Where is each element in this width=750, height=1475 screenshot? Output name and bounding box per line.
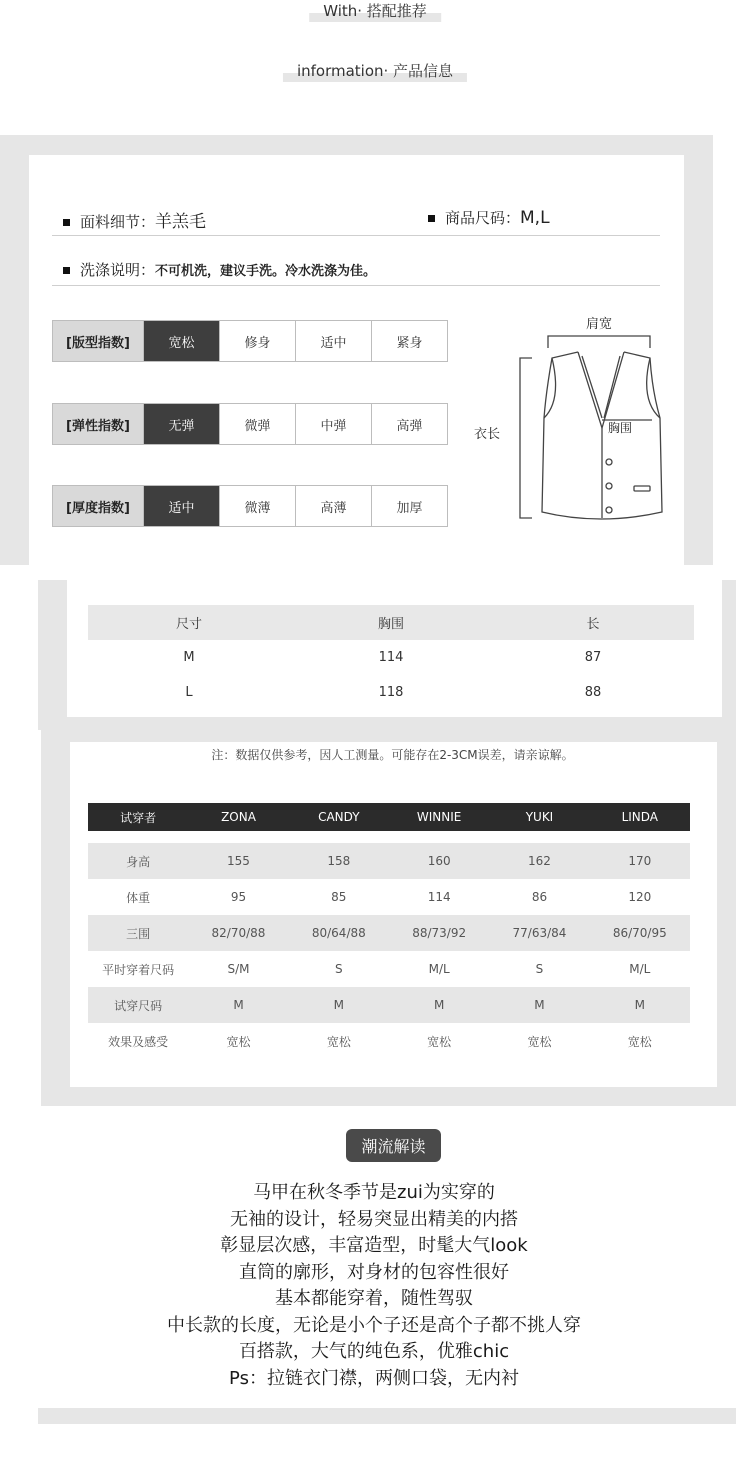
section-header-information: information· 产品信息 bbox=[297, 60, 453, 81]
tryon-table-header: 试穿者 ZONA CANDY WINNIE YUKI LINDA bbox=[88, 803, 690, 831]
trend-line: 直筒的廓形，对身材的包容性很好 bbox=[239, 1261, 509, 1283]
trend-description bbox=[0, 1180, 750, 1392]
trend-line: 百搭款，大气的纯色系，优雅chic bbox=[238, 1341, 510, 1362]
size-table bbox=[88, 605, 694, 710]
elasticity-index-row bbox=[52, 403, 448, 445]
table-row: 效果及感受 宽松 宽松 宽松 宽松 宽松 bbox=[108, 1034, 652, 1049]
fit-option: 适中 bbox=[296, 320, 372, 362]
table-row: M 114 87 bbox=[183, 650, 602, 665]
length-label: 衣长 bbox=[474, 426, 501, 441]
elasticity-option: 中弹 bbox=[296, 403, 372, 445]
table-row: 体重 95 85 114 86 120 bbox=[126, 890, 652, 905]
elasticity-option: 高弹 bbox=[372, 403, 448, 445]
fabric-info: 面料细节：羊羔毛 bbox=[63, 207, 206, 232]
size-info: 商品尺码：M,L bbox=[428, 207, 550, 228]
wash-info: 洗涤说明：不可机洗，建议手洗。冷水洗涤为佳。 bbox=[63, 259, 376, 280]
shoulder-label: 肩宽 bbox=[586, 316, 613, 331]
trend-line: 无袖的设计，轻易突显出精美的内搭 bbox=[230, 1208, 518, 1230]
table-row: 身高 155 158 160 162 170 bbox=[88, 843, 690, 879]
section-header-with: With· 搭配推荐 bbox=[323, 0, 427, 21]
trend-line: 马甲在秋冬季节是zui为实穿的 bbox=[253, 1182, 495, 1203]
fit-index-row bbox=[52, 320, 448, 362]
table-row: L 118 88 bbox=[185, 685, 602, 700]
elasticity-option: 无弹 bbox=[144, 403, 220, 445]
trend-line: Ps：拉链衣门襟，两侧口袋，无内衬 bbox=[229, 1367, 519, 1389]
elasticity-option: 微弹 bbox=[220, 403, 296, 445]
trend-badge: 潮流解读 bbox=[346, 1129, 441, 1162]
table-row: 试穿尺码 M M M M M bbox=[88, 987, 690, 1023]
fit-option: 修身 bbox=[220, 320, 296, 362]
elasticity-index-label: [弹性指数] bbox=[52, 403, 144, 445]
footer-bar bbox=[38, 1408, 736, 1424]
vest-measurement-diagram bbox=[470, 300, 690, 540]
table-row: 三围 82/70/88 80/64/88 88/73/92 77/63/84 86/70/95 bbox=[88, 915, 690, 951]
thickness-option: 微薄 bbox=[220, 485, 296, 527]
thickness-option: 加厚 bbox=[372, 485, 448, 527]
trend-line: 彰显层次感，丰富造型，时髦大气look bbox=[220, 1235, 528, 1256]
trend-line: 基本都能穿着，随性驾驭 bbox=[275, 1288, 473, 1309]
trend-line: 中长款的长度，无论是小个子还是高个子都不挑人穿 bbox=[167, 1314, 581, 1336]
thickness-index-row bbox=[52, 485, 448, 527]
tryon-table bbox=[88, 803, 690, 1059]
table-row: 平时穿着尺码 S/M S M/L S M/L bbox=[102, 962, 651, 977]
thickness-index-label: [厚度指数] bbox=[52, 485, 144, 527]
fit-index-label: [版型指数] bbox=[52, 320, 144, 362]
size-table-header: 尺寸 胸围 长 bbox=[88, 605, 694, 640]
measurement-note: 注：数据仅供参考，因人工测量。可能存在2-3CM误差，请亲谅解。 bbox=[211, 748, 574, 762]
chest-label: 胸围 bbox=[608, 421, 633, 435]
thickness-option: 高薄 bbox=[296, 485, 372, 527]
fit-option: 紧身 bbox=[372, 320, 448, 362]
fit-option: 宽松 bbox=[144, 320, 220, 362]
thickness-option: 适中 bbox=[144, 485, 220, 527]
